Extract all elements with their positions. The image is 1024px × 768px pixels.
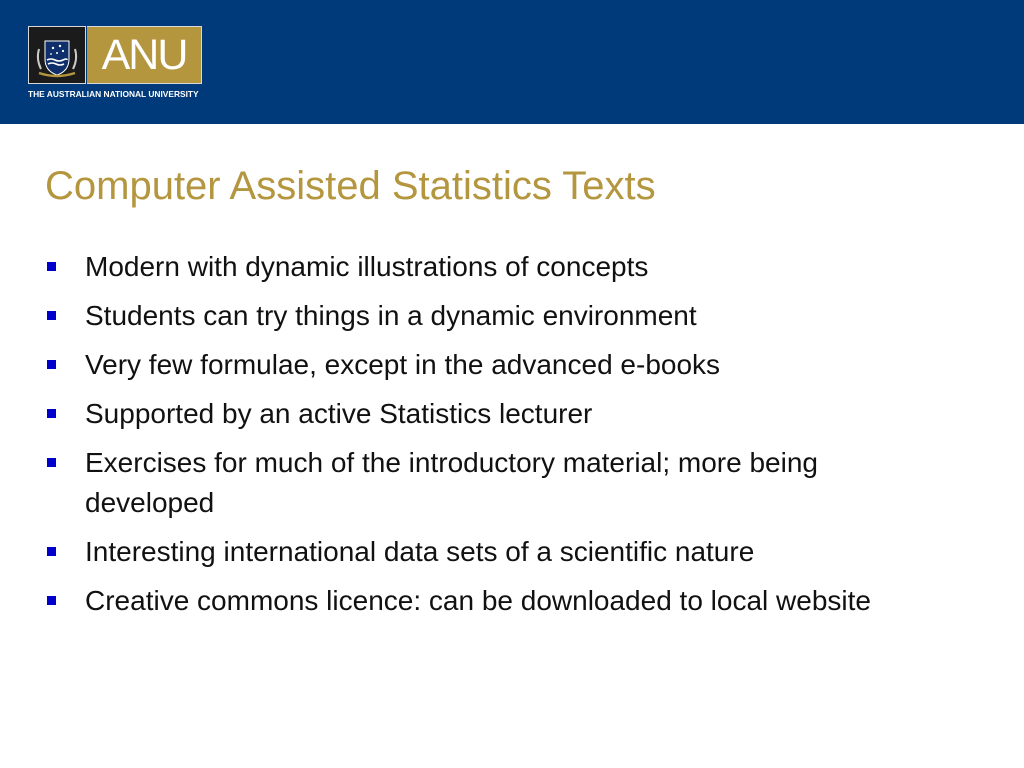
header-band [0,0,1024,124]
bullet-item [45,443,945,523]
square-bullet-icon [47,360,56,369]
bullet-item [45,247,945,287]
bullet-item [45,296,945,336]
bullet-item [45,394,945,434]
square-bullet-icon [47,596,56,605]
wordmark-box [87,26,202,84]
anu-logo [28,26,202,102]
square-bullet-icon [47,311,56,320]
bullet-text: Creative commons licence: can be downloaded to local website [85,585,871,616]
square-bullet-icon [47,547,56,556]
logo-tagline: THE AUSTRALIAN NATIONAL UNIVERSITY [28,89,199,99]
slide-title: Computer Assisted Statistics Texts [45,164,656,208]
square-bullet-icon [47,409,56,418]
bullet-text: Exercises for much of the introductory material; more being developed [85,447,818,518]
bullet-item [45,532,945,572]
crest-icon [28,26,86,84]
square-bullet-icon [47,458,56,467]
bullet-item [45,581,945,621]
bullet-text: Very few formulae, except in the advanced e-books [85,349,721,380]
logo-wordmark: ANU [101,31,187,79]
bullet-text: Interesting international data sets of a scientific nature [85,536,755,567]
bullet-text: Supported by an active Statistics lecturer [85,398,593,429]
square-bullet-icon [47,262,56,271]
bullet-list [45,247,945,630]
bullet-text: Students can try things in a dynamic environment [85,300,697,331]
bullet-text: Modern with dynamic illustrations of concepts [85,251,649,282]
bullet-item [45,345,945,385]
